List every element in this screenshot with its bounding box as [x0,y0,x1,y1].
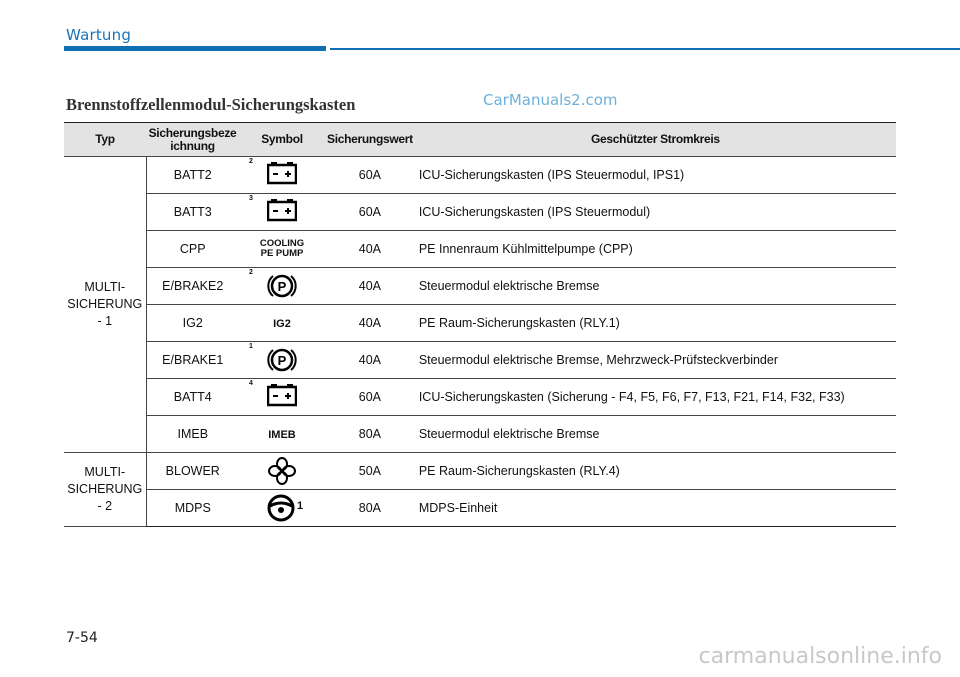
battery-icon [267,161,297,185]
symbol-index: 3 [249,195,253,202]
fuse-circuit: Steuermodul elektrische Bremse, Mehrzweck-Prüfsteckverbinder [415,342,896,379]
table-header-row [64,123,896,157]
symbol-index: 4 [249,380,253,387]
fuse-name: BLOWER [146,453,239,490]
table-row [64,379,896,416]
symbol-cell [239,379,325,416]
symbol-cell [239,194,325,231]
col-header-stromkreis: Geschützter Stromkreis [415,123,896,157]
fuse-name: CPP [146,231,239,268]
steering-suffix: 1 [297,500,304,512]
header-rule-thin [330,48,960,50]
fuse-name: IG2 [146,305,239,342]
fuse-name: BATT2 [146,157,239,194]
symbol-cell [239,416,325,453]
group-type-cell: MULTI- SICHERUNG - 2 [64,453,146,527]
table-row [64,231,896,268]
fuse-name: MDPS [146,490,239,527]
fuse-circuit: ICU-Sicherungskasten (IPS Steuermodul, IPS1) [415,157,896,194]
table-row [64,268,896,305]
symbol-cell [239,453,325,490]
symbol-cell [239,268,325,305]
col-header-wert: Sicherungswert [325,123,415,157]
fuse-value: 40A [325,305,415,342]
fuse-value: 60A [325,379,415,416]
fuse-circuit: PE Raum-Sicherungskasten (RLY.4) [415,453,896,490]
fuse-name: E/BRAKE2 [146,268,239,305]
fuse-circuit: MDPS-Einheit [415,490,896,527]
symbol-cell [239,231,325,268]
page-heading: Brennstoffzellenmodul-Sicherungskasten [66,95,356,114]
table-row [64,194,896,231]
fuse-value: 50A [325,453,415,490]
fuse-name: BATT4 [146,379,239,416]
fuse-value: 40A [325,268,415,305]
section-title: Wartung [66,26,132,44]
fuse-table [64,122,896,527]
symbol-index: 2 [249,158,253,165]
parking-brake-icon [267,346,297,374]
fuse-name: E/BRAKE1 [146,342,239,379]
battery-icon [267,383,297,407]
fan-icon [267,457,297,485]
symbol-cell [239,157,325,194]
symbol-index: 1 [249,343,253,350]
fuse-name: IMEB [146,416,239,453]
fuse-value: 40A [325,342,415,379]
svg-text:P: P [277,279,287,294]
group-type-cell: MULTI- SICHERUNG - 1 [64,157,146,453]
fuse-circuit: PE Innenraum Kühlmittelpumpe (CPP) [415,231,896,268]
imeb-label: IMEB [268,429,296,441]
footer-watermark[interactable]: carmanualsonline.info [698,644,942,669]
symbol-cell [239,490,325,527]
symbol-cell [239,305,325,342]
svg-text:P: P [277,353,287,368]
fuse-value: 60A [325,194,415,231]
symbol-cell [239,342,325,379]
ig2-label: IG2 [273,318,291,330]
fuse-circuit: Steuermodul elektrische Bremse [415,416,896,453]
table-row [64,416,896,453]
header-rule-thick [64,46,326,51]
fuse-name: BATT3 [146,194,239,231]
symbol-text-line: PE PUMP [260,248,304,259]
fuse-value: 80A [325,416,415,453]
fuse-circuit: ICU-Sicherungskasten (IPS Steuermodul) [415,194,896,231]
fuse-circuit: Steuermodul elektrische Bremse [415,268,896,305]
watermark-link[interactable]: CarManuals2.com [483,91,618,109]
symbol-text-line: COOLING [259,238,305,249]
steering-wheel-icon [267,494,295,522]
fuse-value: 60A [325,157,415,194]
parking-brake-icon [267,272,297,300]
col-header-bezeichnung: Sicherungsbezeichnung [146,123,239,157]
fuse-value: 80A [325,490,415,527]
fuse-circuit: PE Raum-Sicherungskasten (RLY.1) [415,305,896,342]
table-row [64,490,896,527]
table-row [64,157,896,194]
battery-icon [267,198,297,222]
table-row [64,453,896,490]
col-header-typ: Typ [64,123,146,157]
table-row [64,342,896,379]
page-number: 7-54 [66,630,98,646]
fuse-value: 40A [325,231,415,268]
table-row [64,305,896,342]
col-header-symbol: Symbol [239,123,325,157]
cooling-pump-label [239,239,325,259]
symbol-index: 2 [249,269,253,276]
fuse-circuit: ICU-Sicherungskasten (Sicherung - F4, F5, F6, F7, F13, F21, F14, F32, F33) [415,379,896,416]
